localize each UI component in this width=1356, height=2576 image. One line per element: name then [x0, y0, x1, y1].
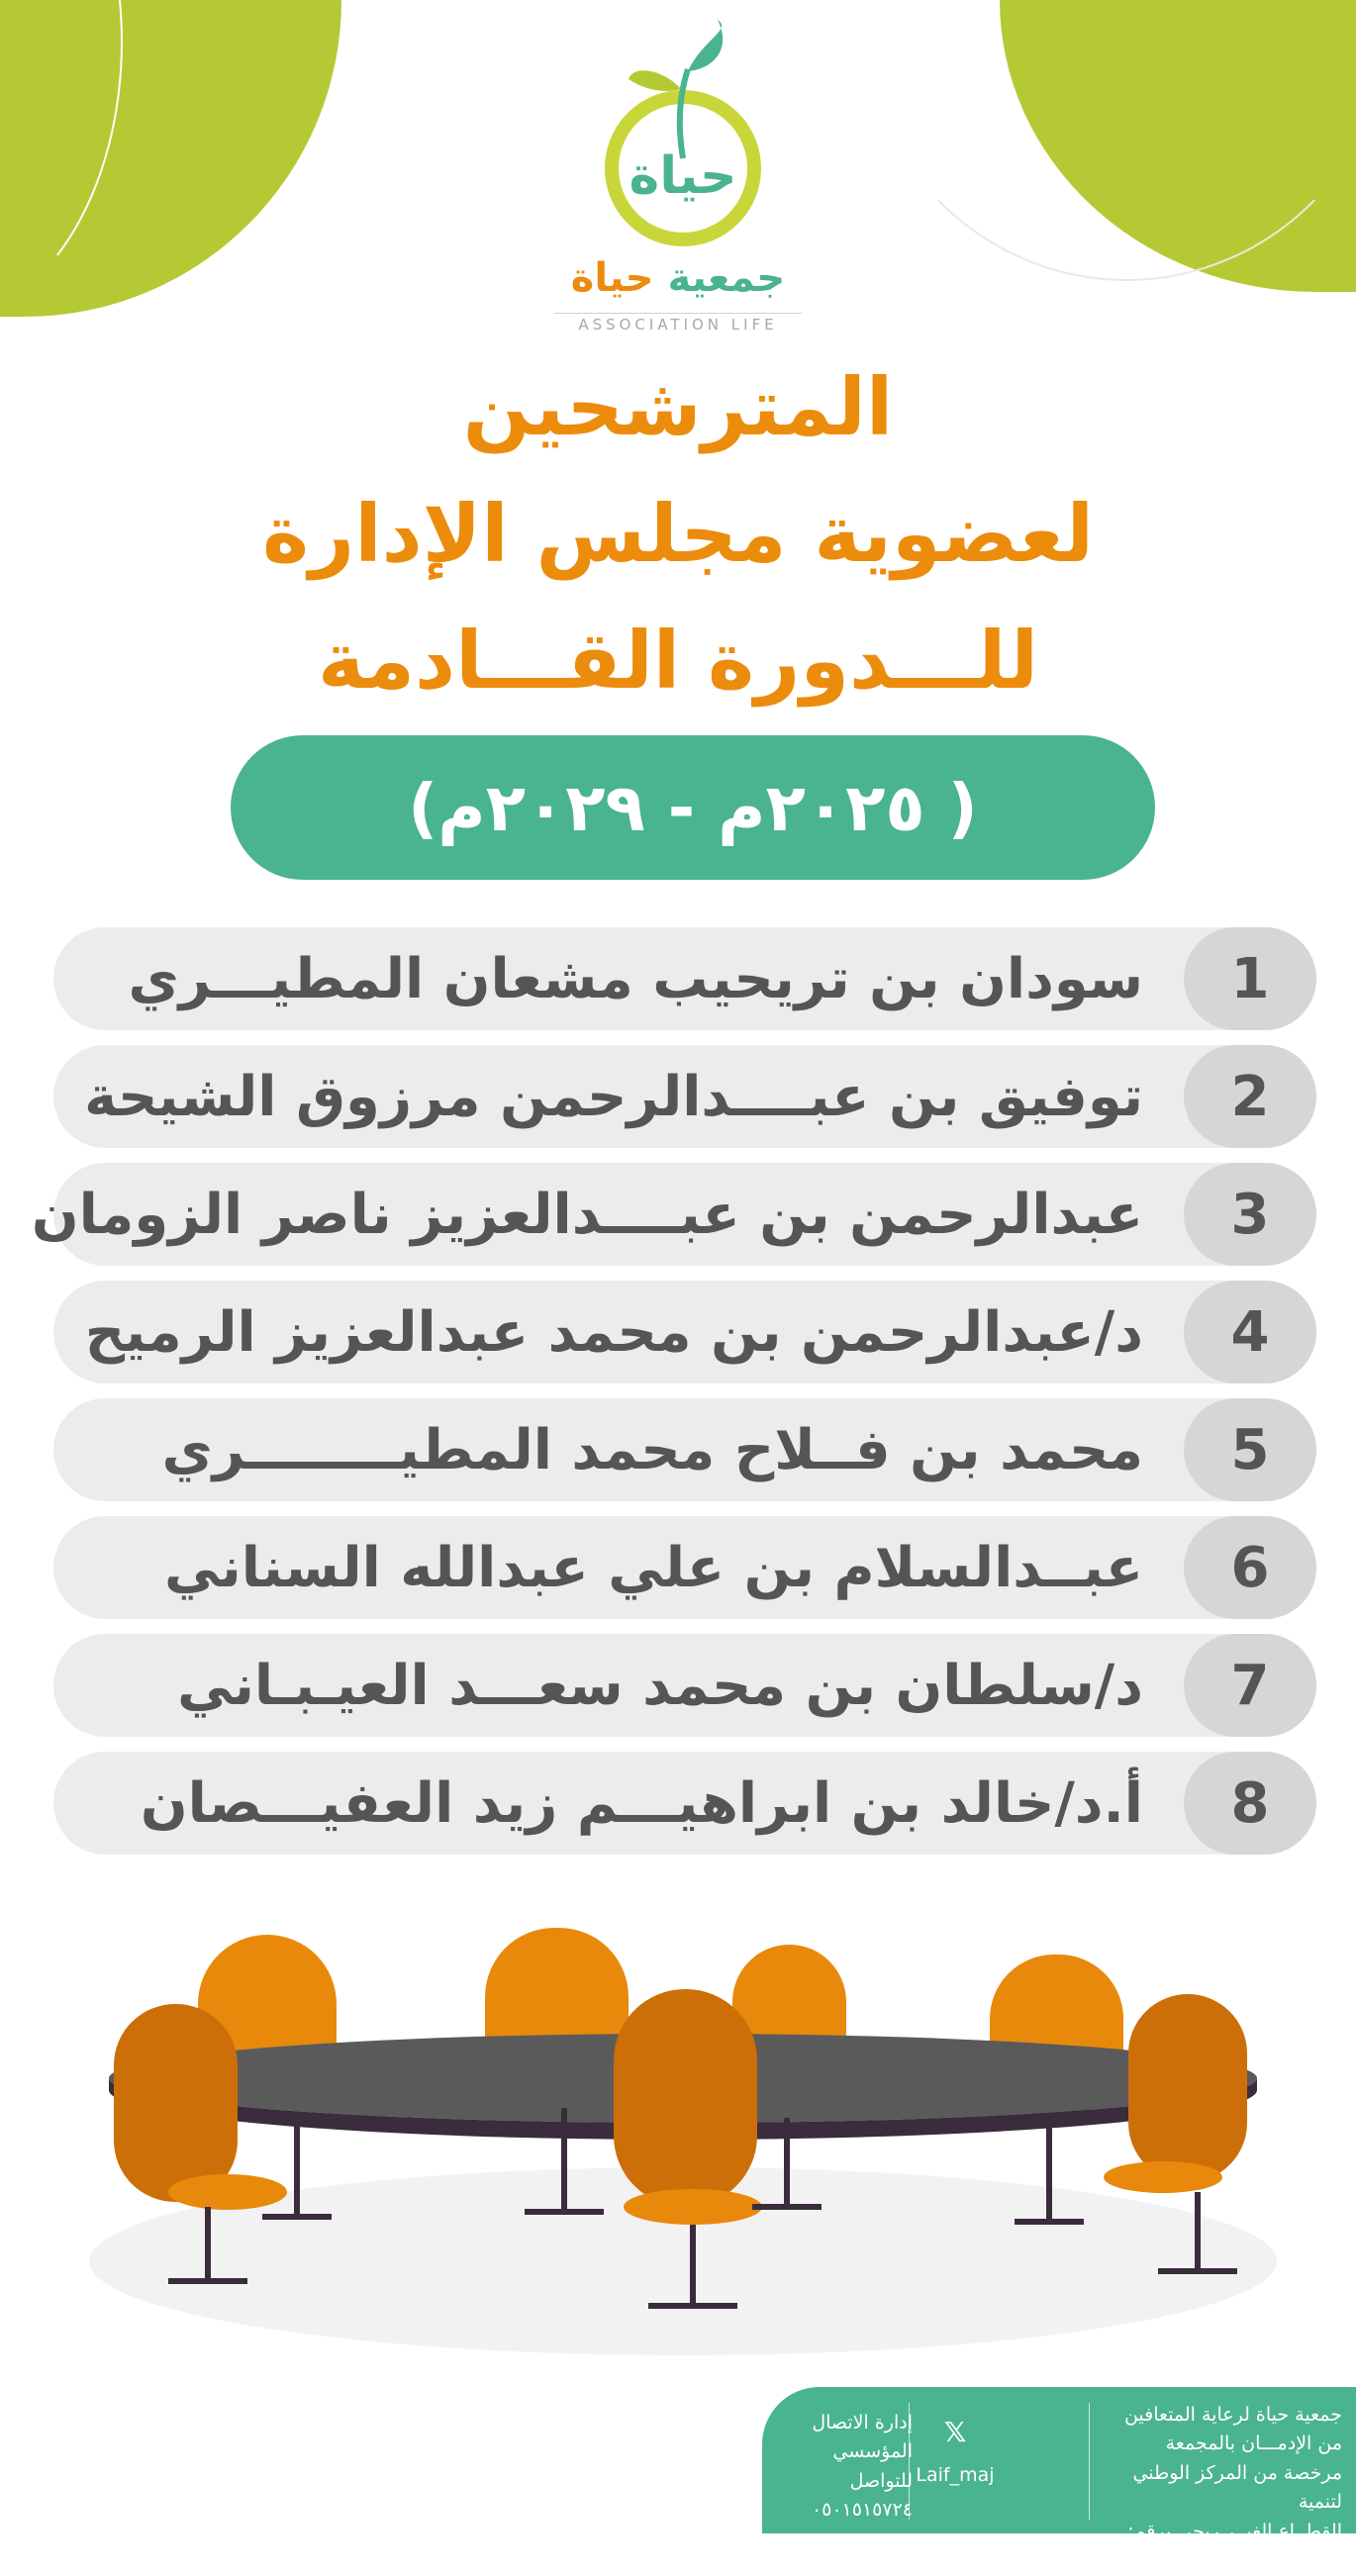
footer-dept-line: إدارة الاتصال المؤسسي [812, 2412, 913, 2463]
association-name-part2: حياة [570, 255, 654, 301]
footer-org-line: القطــاع الغيــر ربحي برقم:(١٠١٧) [1127, 2520, 1342, 2572]
title-line-2: لعضوية مجلس الإدارة [261, 488, 1095, 580]
meeting-table-illustration [59, 1910, 1307, 2365]
candidate-name: أ.د/خالد بن ابراهيـــم زيد العفيـــصان [140, 1770, 1143, 1836]
footer-org-info [1100, 2401, 1342, 2576]
footer-department [774, 2409, 913, 2526]
candidate-name: سودان بن تريحيب مشعان المطيـــري [128, 946, 1143, 1011]
footer-social [911, 2411, 1000, 2491]
candidate-name: محمد بن فــلاح محمد المطيــــــــري [161, 1417, 1143, 1482]
association-name [534, 255, 822, 301]
candidate-row [53, 1516, 1316, 1619]
footer-divider [1089, 2403, 1090, 2520]
candidate-number: 4 [1184, 1281, 1316, 1383]
candidate-number: 2 [1184, 1045, 1316, 1148]
candidate-row [53, 1634, 1316, 1737]
candidate-name: د/عبدالرحمن بن محمد عبدالعزيز الرميح [84, 1299, 1143, 1365]
candidate-number: 1 [1184, 927, 1316, 1030]
candidate-row [53, 1752, 1316, 1855]
term-period-badge: ( ٢٠٢٥م - ٢٠٢٩م) [231, 735, 1155, 880]
footer-contact-box [762, 2387, 1356, 2572]
candidate-number: 7 [1184, 1634, 1316, 1737]
candidate-name: عبــدالسلام بن علي عبدالله السناني [164, 1535, 1143, 1600]
candidate-row [53, 1398, 1316, 1501]
candidate-row [53, 927, 1316, 1030]
x-icon: 𝕏 [943, 2416, 967, 2448]
title-line-3: للـــدورة القـــادمة [317, 615, 1038, 707]
footer-org-line: من الإدمـــان بالمجمعة [1165, 2433, 1342, 2455]
candidate-row [53, 1045, 1316, 1148]
candidate-name: د/سلطان بن محمد سعـــد العيـبـاني [177, 1653, 1143, 1718]
logo-text: حياة [629, 146, 737, 206]
candidate-row [31, 1163, 1316, 1266]
candidate-number: 8 [1184, 1752, 1316, 1855]
social-handle[interactable]: Laif_maj [916, 2464, 995, 2487]
candidate-name: عبدالرحمن بن عبــــدالعزيز ناصر الزومان [31, 1182, 1143, 1247]
title-line-1: المترشحين [462, 361, 894, 453]
candidate-number: 6 [1184, 1516, 1316, 1619]
association-name-en: ASSOCIATION LIFE [554, 313, 802, 334]
candidate-name: توفيق بن عبــــدالرحمن مرزوق الشيحة [84, 1064, 1143, 1129]
candidate-row [53, 1281, 1316, 1383]
candidate-number: 5 [1184, 1398, 1316, 1501]
association-name-part1: جمعية [667, 255, 786, 301]
footer-org-line: مرخصة من المركز الوطني لتنمية [1132, 2461, 1342, 2514]
candidate-number: 3 [1184, 1163, 1316, 1266]
footer-dept-line: للتواصل [849, 2469, 913, 2492]
footer-org-line: جمعية حياة لرعاية المتعافين [1123, 2404, 1342, 2426]
footer-phone[interactable]: ٠٥٠١٥١٥٧٢٤ [811, 2499, 913, 2522]
